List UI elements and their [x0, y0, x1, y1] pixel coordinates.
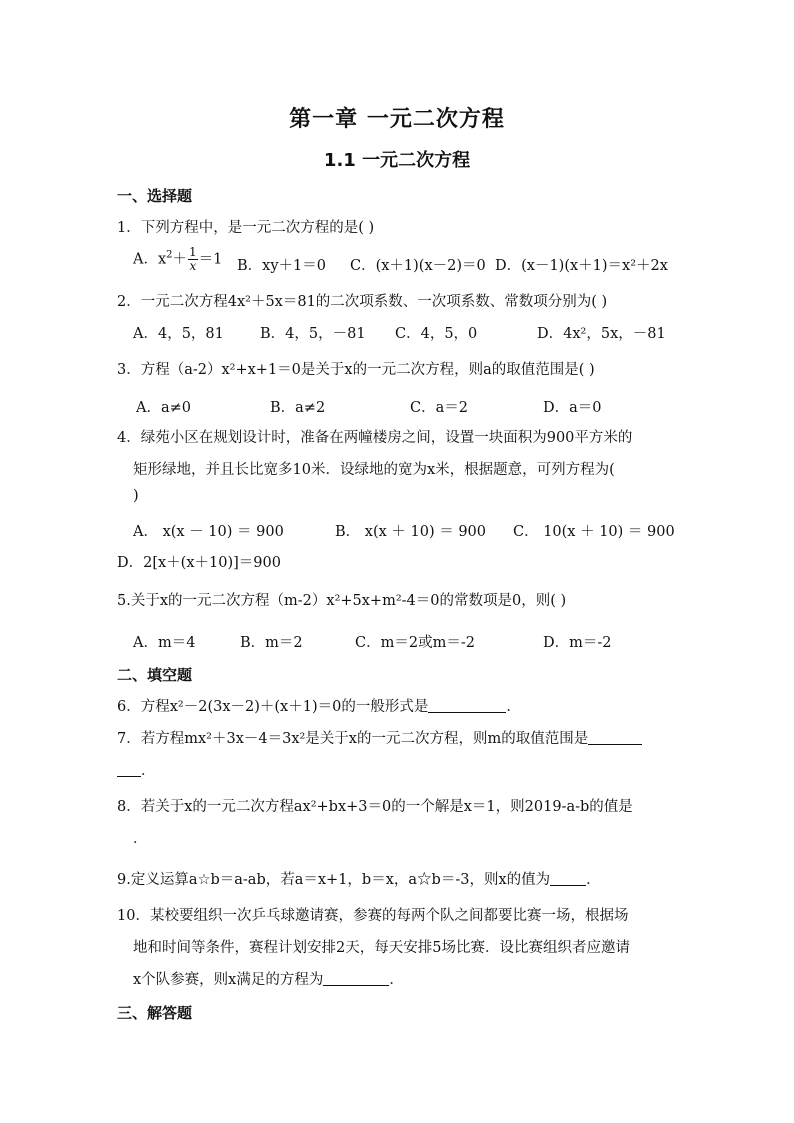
answer-blank	[117, 762, 141, 777]
question-7-line1: 7．若方程mx²＋3x－4＝3x²是关于x的一元二次方程，则m的取值范围是	[117, 727, 642, 748]
question-2-stem: 2．一元二次方程4x²＋5x＝81的二次项系数、一次项系数、常数项分别为( )	[117, 294, 608, 310]
question-10-line1: 10．某校要组织一次乒乓球邀请赛，参赛的每两个队之间都要比赛一场，根据场	[117, 908, 629, 924]
answer-blank	[550, 871, 586, 886]
answer-blank	[323, 971, 389, 986]
answer-blank	[428, 698, 506, 713]
chapter-title: 第一章 一元二次方程	[289, 107, 505, 132]
section-heading-solve: 三、解答题	[117, 1004, 193, 1022]
question-4-option-d: D．2[x＋(x＋10)]＝900	[117, 555, 281, 571]
question-4-stem-line3: )	[133, 488, 139, 504]
question-5-stem: 5.关于x的一元二次方程（m-2）x²+5x+m²-4＝0的常数项是0，则( )	[117, 593, 567, 609]
answer-blank	[588, 730, 642, 745]
question-1-stem: 1．下列方程中，是一元二次方程的是( )	[117, 220, 375, 236]
question-2-option-b: B．4，5，－81	[260, 326, 366, 342]
question-1-option-c: C．(x＋1)(x－2)＝0	[350, 258, 486, 274]
question-3-stem: 3．方程（a-2）x²+x+1＝0是关于x的一元二次方程，则a的取值范围是( )	[117, 362, 595, 378]
question-10-line3: x个队参赛，则x满足的方程为 ．	[133, 972, 404, 988]
question-10-line2: 地和时间等条件，赛程计划安排2天，每天安排5场比赛．设比赛组织者应邀请	[133, 940, 630, 956]
question-4-stem-line1: 4．绿苑小区在规划设计时，准备在两幢楼房之间，设置一块面积为900平方米的	[117, 430, 633, 446]
question-2-option-d: D．4x²，5x，－81	[537, 326, 666, 342]
question-8-line2: ．	[133, 831, 148, 847]
question-2-option-a: A．4，5，81	[133, 326, 224, 342]
question-3-option-a: A．a≠0	[136, 400, 191, 416]
question-6: 6．方程x²－2(3x－2)＋(x＋1)＝0的一般形式是 ．	[117, 699, 521, 715]
question-4-option-a: A． x(x － 10) ＝ 900	[133, 524, 284, 540]
question-3-option-d: D．a＝0	[543, 400, 602, 416]
question-3-option-c: C．a＝2	[410, 400, 468, 416]
question-3-option-b: B．a≠2	[270, 400, 326, 416]
section-subtitle: 1.1 一元二次方程	[323, 150, 471, 171]
question-8-line1: 8．若关于x的一元二次方程ax²+bx+3＝0的一个解是x＝1，则2019-a-b的值是	[117, 799, 633, 815]
section-heading-fill: 二、填空题	[117, 666, 193, 684]
question-7-line2: ．	[117, 759, 156, 780]
question-1-option-d: D．(x－1)(x＋1)＝x²＋2x	[495, 258, 668, 274]
question-4-option-c: C． 10(x ＋ 10) ＝ 900	[513, 524, 675, 540]
fraction: $\frac{1}{x}$	[189, 245, 197, 273]
question-2-option-c: C．4，5，0	[395, 326, 478, 342]
question-5-option-a: A．m＝4	[133, 635, 196, 651]
question-4-stem-line2: 矩形绿地，并且长比宽多10米．设绿地的宽为x米，根据题意，可列方程为(	[133, 462, 615, 478]
question-5-option-c: C．m＝2或m＝-2	[355, 635, 475, 651]
question-1-option-b: B．xy＋1＝0	[237, 258, 326, 274]
question-4-option-b: B． x(x ＋ 10) ＝ 900	[335, 524, 486, 540]
question-5-option-d: D．m＝-2	[543, 635, 612, 651]
section-heading-choice: 一、选择题	[117, 187, 193, 205]
question-9: 9.定义运算a☆b＝a-ab，若a＝x+1，b＝x，a☆b＝-3，则x的值为 ．	[117, 872, 601, 888]
question-1-option-a: A．$x^2+$ $\frac{1}{x}$ ＝1	[133, 245, 223, 273]
question-5-option-b: B．m＝2	[240, 635, 303, 651]
